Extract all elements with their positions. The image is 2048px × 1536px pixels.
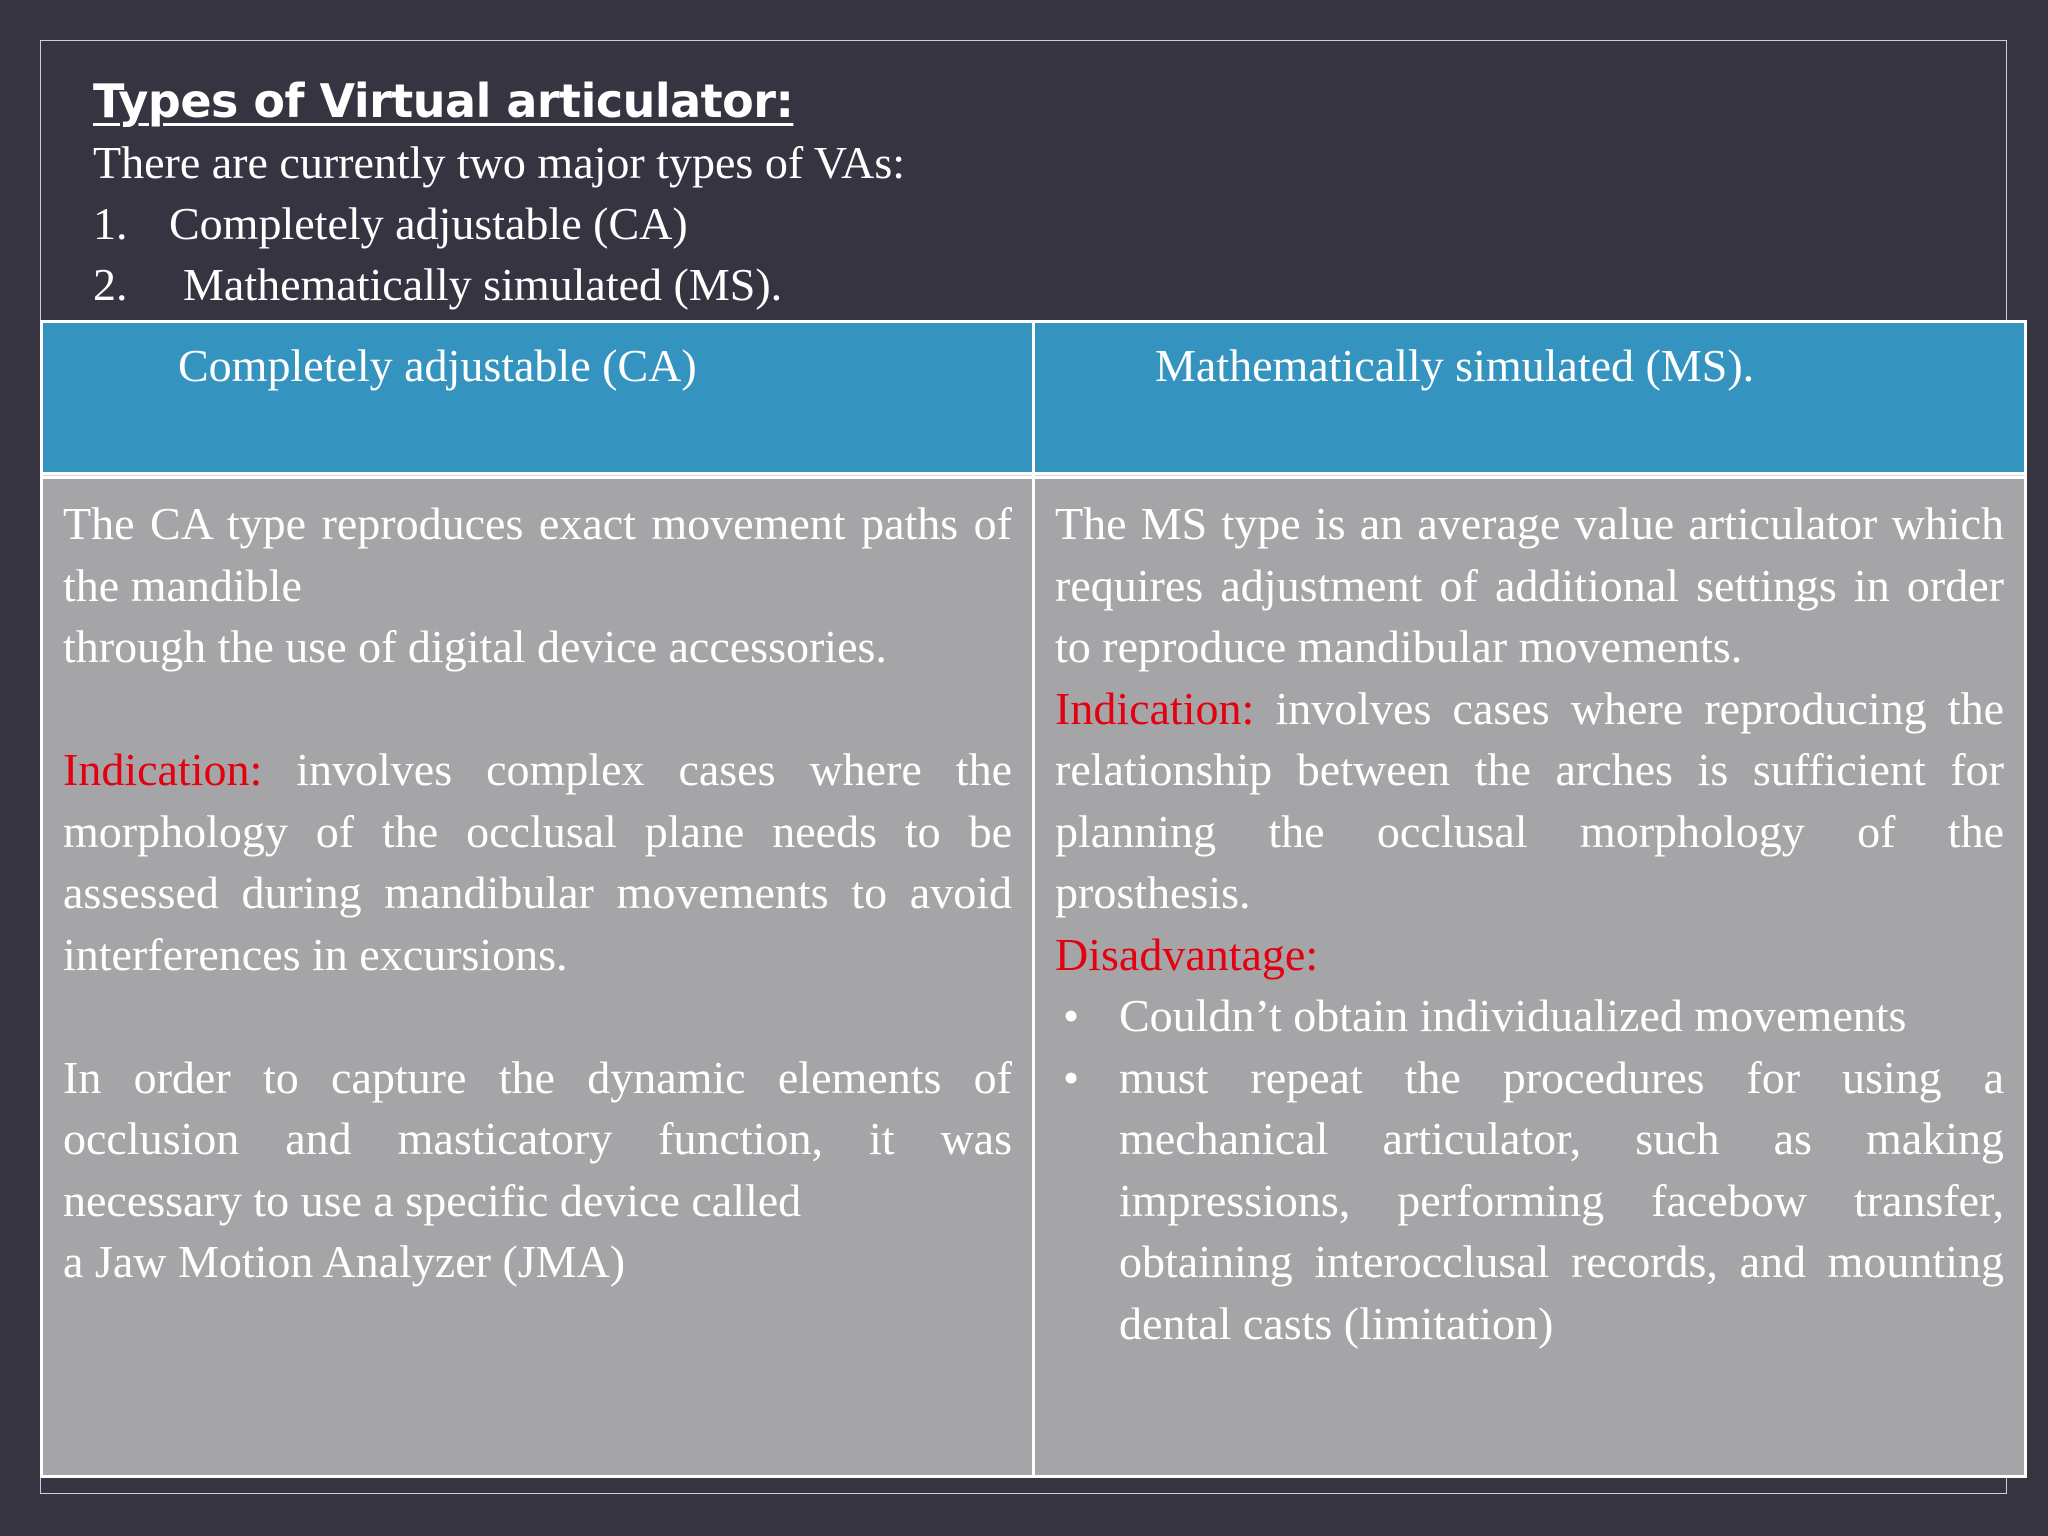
intro-lead: There are currently two major types of VAs:: [93, 137, 906, 188]
indication-text: involves cases where reproducing the relationship between the arches is sufficient for planning the occlusal morphology of the prosthesis.: [1055, 682, 2004, 918]
intro-block: [93, 70, 1493, 315]
table-header-row: [42, 322, 2026, 474]
ms-description: The MS type is an average value articulator which requires adjustment of additional settings in order to reproduce mandibular movements.: [1055, 498, 2004, 672]
disadvantage-list: [1055, 985, 2004, 1354]
table-body-row: [42, 478, 2026, 1477]
intro-list-item: [93, 193, 1493, 254]
cell-ms: [1034, 478, 2026, 1477]
ca-jma-text: In order to capture the dynamic elements of occlusion and masticatory function, it was necessary to use a specific device called: [63, 1051, 1012, 1226]
list-item: [1055, 1047, 2004, 1355]
spacer: [63, 678, 1012, 740]
ca-jma-device: a Jaw Motion Analyzer (JMA): [63, 1236, 626, 1287]
list-item-text: Couldn’t obtain individualized movements: [1119, 990, 1907, 1041]
list-item: [1055, 985, 2004, 1047]
list-number: 1.: [93, 198, 128, 249]
indication-label: Indication:: [1055, 682, 1255, 734]
comparison-table: [40, 320, 2027, 1478]
list-text: Completely adjustable (CA): [169, 198, 688, 249]
list-text: Mathematically simulated (MS).: [183, 259, 783, 310]
indication-text: involves complex cases where the morphology of the occlusal plane needs to be assessed during mandibular movements to avoid interferences in excursions.: [63, 744, 1012, 980]
disadvantage-label: Disadvantage:: [1055, 928, 1319, 980]
slide-heading: Types of Virtual articulator:: [93, 74, 794, 128]
bullet-icon: •: [1063, 1051, 1080, 1103]
intro-list-item: [93, 254, 1493, 315]
indication-label: Indication:: [63, 744, 263, 795]
ca-description: The CA type reproduces exact movement paths of the mandible: [63, 498, 1012, 611]
list-number: 2.: [93, 259, 128, 310]
bullet-icon: •: [1063, 990, 1080, 1041]
ca-description-cont: through the use of digital device accessories.: [63, 621, 887, 672]
list-item-text: must repeat the procedures for using a mechanical articulator, such as making impressions, performing facebow transfer, obtaining interocclusal records, and mounting dental casts (limitation): [1119, 1051, 2004, 1349]
cell-ca: [42, 478, 1034, 1477]
header-ms: Mathematically simulated (MS).: [1034, 322, 2026, 474]
ca-indication: [63, 739, 1012, 985]
ms-indication: [1055, 678, 2004, 924]
header-ca: Completely adjustable (CA): [42, 322, 1034, 474]
spacer: [63, 985, 1012, 1047]
